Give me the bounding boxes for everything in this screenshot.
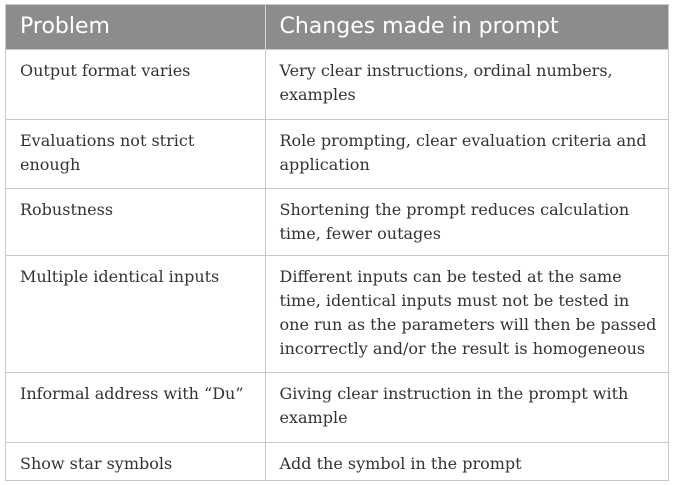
cell-change: Giving clear instruction in the prompt with example bbox=[265, 372, 668, 442]
table-row bbox=[6, 442, 668, 481]
header-changes: Changes made in prompt bbox=[265, 5, 668, 49]
cell-problem: Show star symbols bbox=[6, 442, 265, 481]
cell-change: Different inputs can be tested at the same time, identical inputs must not be tested in one run as the parameters will then be passed incorrectly and/or the result is homogeneous bbox=[265, 255, 668, 372]
problems-changes-table bbox=[5, 4, 669, 481]
header-row bbox=[6, 5, 668, 49]
table-row bbox=[6, 119, 668, 188]
cell-problem: Informal address with “Du” bbox=[6, 372, 265, 442]
cell-change: Role prompting, clear evaluation criteria and application bbox=[265, 119, 668, 188]
table-row bbox=[6, 255, 668, 372]
cell-problem: Evaluations not strict enough bbox=[6, 119, 265, 188]
table-row bbox=[6, 49, 668, 119]
cell-change: Add the symbol in the prompt bbox=[265, 442, 668, 481]
table-row bbox=[6, 372, 668, 442]
cell-problem: Robustness bbox=[6, 188, 265, 255]
header-problem: Problem bbox=[6, 5, 265, 49]
table-row bbox=[6, 188, 668, 255]
table-header bbox=[6, 5, 668, 49]
cell-problem: Multiple identical inputs bbox=[6, 255, 265, 372]
cell-change: Very clear instructions, ordinal numbers, examples bbox=[265, 49, 668, 119]
table-body bbox=[6, 49, 668, 481]
cell-problem: Output format varies bbox=[6, 49, 265, 119]
table bbox=[6, 5, 668, 481]
cell-change: Shortening the prompt reduces calculation time, fewer outages bbox=[265, 188, 668, 255]
